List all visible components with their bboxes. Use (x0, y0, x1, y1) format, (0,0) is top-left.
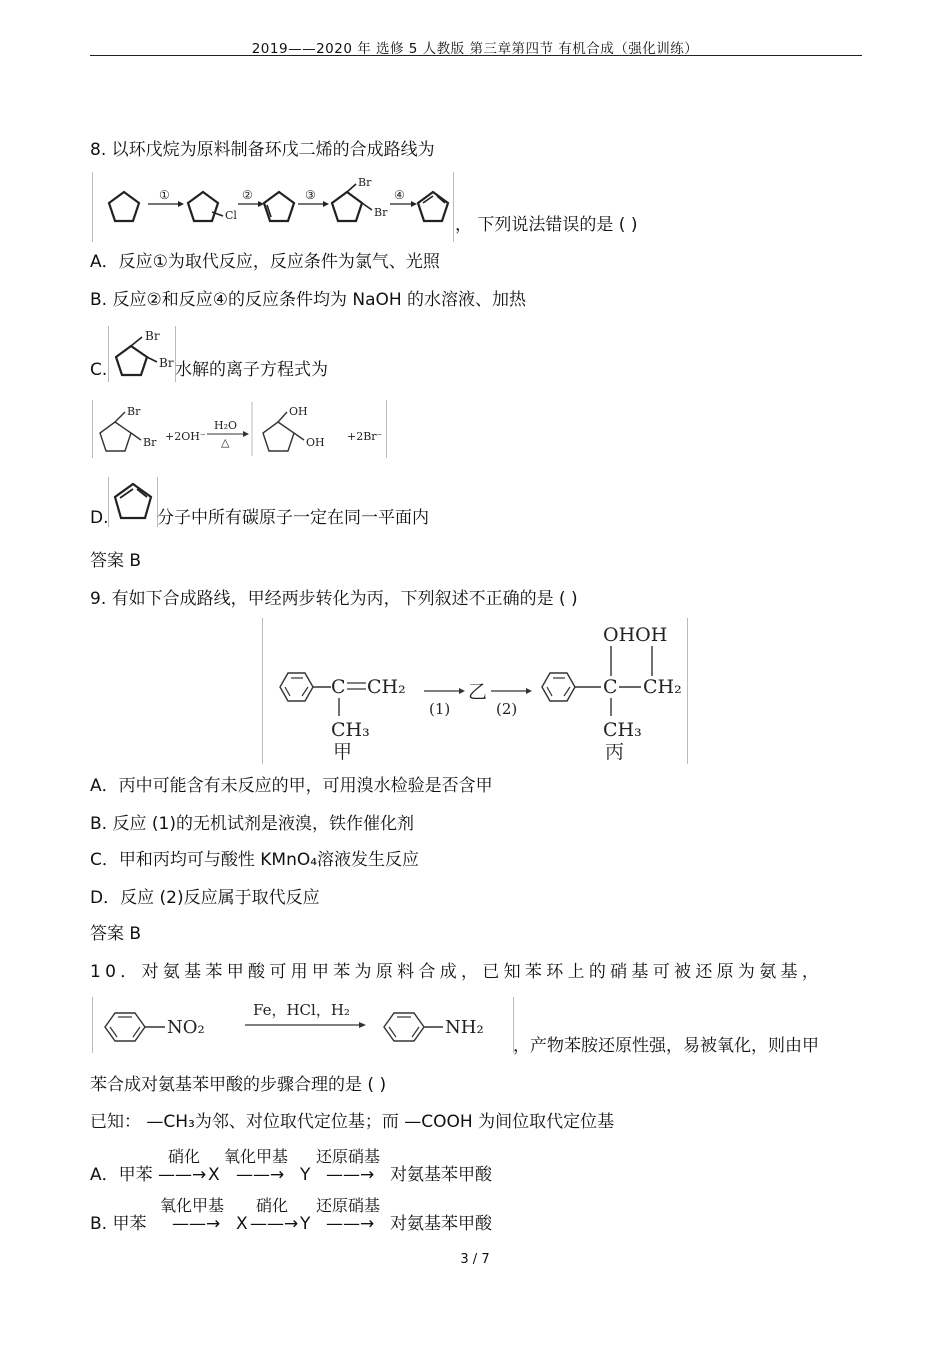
page-header: 2019——2020 年 选修 5 人教版 第三章第四节 有机合成（强化训练） (251, 41, 699, 57)
q9-scheme (262, 618, 688, 764)
q10-a-product: 对氨基苯甲酸 (390, 1165, 492, 1185)
q10-b-arrow-3: ——→ (326, 1214, 375, 1234)
q10-stem: 10．对氨基苯甲酸可用甲苯为原料合成，已知苯环上的硝基可被还原为氨基， (90, 962, 824, 982)
q8-option-d-text: 分子中所有碳原子一定在同一平面内 (157, 508, 429, 528)
header-rule (90, 55, 862, 56)
chlorocyclopentane-ring (188, 192, 218, 221)
q8-stem: 8. 以环戊烷为原料制备环戊二烯的合成路线为 (90, 140, 435, 160)
q8-route-figure (92, 172, 454, 242)
q10-a-above-1: 硝化 (168, 1147, 201, 1166)
q10-a-y: Y (300, 1165, 311, 1185)
q8-option-c-molecule (108, 326, 176, 382)
step-2-label: (2) (496, 700, 518, 718)
q9-option-c: C．甲和丙均可与酸性 KMnO₄溶液发生反应 (90, 850, 420, 870)
yi-label: 乙 (468, 681, 488, 703)
bing-ch2: CH₂ (643, 676, 682, 698)
eq-cond-bottom: △ (221, 436, 230, 449)
q8-hydrolysis-equation (92, 400, 387, 458)
q9-option-d: D．反应 (2)反应属于取代反应 (90, 888, 320, 908)
q10-b-arrow-1: ——→ (172, 1214, 221, 1234)
jia-label: 甲 (333, 741, 353, 763)
eq-oh-minus: +2OH⁻ (165, 430, 206, 443)
q10-scheme (92, 997, 514, 1053)
reagents-label: Fe，HCl，H₂ (253, 1001, 350, 1019)
eq-cond-top: H₂O (214, 419, 238, 432)
q10-line-2: 苯合成对氨基苯甲酸的步骤合理的是 ( ) (90, 1075, 387, 1095)
q8-answer: 答案 B (90, 551, 142, 571)
q8-option-c-prefix: C. (90, 360, 108, 380)
eq-br-1: Br (127, 405, 141, 418)
q8-d-mol-svg (109, 477, 157, 527)
q10-a-arrow-2: ——→ (236, 1165, 285, 1185)
q8-option-d-prefix: D. (90, 508, 109, 528)
eq-oh-2: OH (306, 436, 325, 449)
step-1-label: (1) (429, 700, 451, 718)
q10-b-y: Y (300, 1214, 311, 1234)
jia-ch2: CH₂ (367, 676, 406, 698)
nh2-label: NH₂ (445, 1017, 484, 1038)
q10-b-arrow-2: ——→ (250, 1214, 299, 1234)
q10-b-product: 对氨基苯甲酸 (390, 1214, 492, 1234)
step-2-label: ② (242, 188, 253, 202)
q9-scheme-svg (263, 618, 687, 764)
br-label-2: Br (374, 206, 388, 219)
eq-br-2: Br (143, 436, 157, 449)
jia-c: C (331, 676, 346, 698)
page-number: 3 / 7 (460, 1252, 490, 1267)
q8-option-c-text: 水解的离子方程式为 (175, 360, 328, 380)
q8-option-b: B. 反应②和反应④的反应条件均为 NaOH 的水溶液、加热 (90, 290, 527, 310)
q10-known: 已知： —CH₃为邻、对位取代定位基；而 —COOH 为间位取代定位基 (90, 1112, 615, 1132)
eq-oh-1: OH (289, 405, 308, 418)
q9-stem: 9. 有如下合成路线，甲经两步转化为丙，下列叙述不正确的是 ( ) (90, 589, 578, 609)
q10-a-above-2: 氧化甲基 (224, 1147, 289, 1166)
q10-option-a-label: A．甲苯 (90, 1165, 153, 1185)
jia-ch3: CH₃ (331, 719, 370, 741)
bing-label: 丙 (605, 741, 625, 763)
q10-scheme-svg (93, 997, 513, 1053)
q9-answer: 答案 B (90, 924, 142, 944)
cl-label: Cl (225, 209, 237, 222)
q8-route-svg (93, 172, 453, 242)
q8-c-mol-svg (109, 326, 175, 382)
q10-a-arrow-3: ——→ (326, 1165, 375, 1185)
br-label-1: Br (358, 176, 372, 189)
q10-a-above-3: 还原硝基 (316, 1147, 381, 1166)
cyclopentane-ring (109, 192, 139, 221)
step-4-label: ④ (394, 188, 405, 202)
q10-b-above-2: 硝化 (256, 1196, 289, 1215)
no2-label: NO₂ (167, 1017, 205, 1038)
c-mol-br-1: Br (145, 329, 160, 343)
q10-a-arrow-1: ——→ (158, 1165, 207, 1185)
bing-c: C (603, 676, 618, 698)
q8-equation-svg (93, 400, 386, 458)
cyclopentene-ring (264, 192, 294, 221)
q10-option-b-label: B. 甲苯 (90, 1214, 147, 1234)
bing-ohoh: OHOH (603, 624, 668, 646)
q9-option-a: A．丙中可能含有未反应的甲，可用溴水检验是否含甲 (90, 776, 493, 796)
q9-option-b: B. 反应 (1)的无机试剂是液溴，铁作催化剂 (90, 814, 414, 834)
c-mol-br-2: Br (159, 356, 174, 370)
q8-route-tail: ， 下列说法错误的是 ( ) (455, 215, 638, 235)
q10-scheme-tail: ，产物苯胺还原性强，易被氧化，则由甲 (513, 1036, 819, 1056)
bing-ch3: CH₃ (603, 719, 642, 741)
q10-b-above-3: 还原硝基 (316, 1196, 381, 1215)
q8-option-a: A．反应①为取代反应，反应条件为氯气、光照 (90, 252, 440, 272)
q10-a-x: X (208, 1165, 220, 1185)
q10-b-above-1: 氧化甲基 (160, 1196, 225, 1215)
q10-b-x: X (236, 1214, 248, 1234)
q8-option-d-molecule (108, 477, 158, 527)
eq-br-minus: +2Br⁻ (347, 430, 383, 443)
dibromocyclopentane-ring (332, 192, 362, 221)
step-3-label: ③ (305, 188, 316, 202)
step-1-label: ① (159, 188, 170, 202)
